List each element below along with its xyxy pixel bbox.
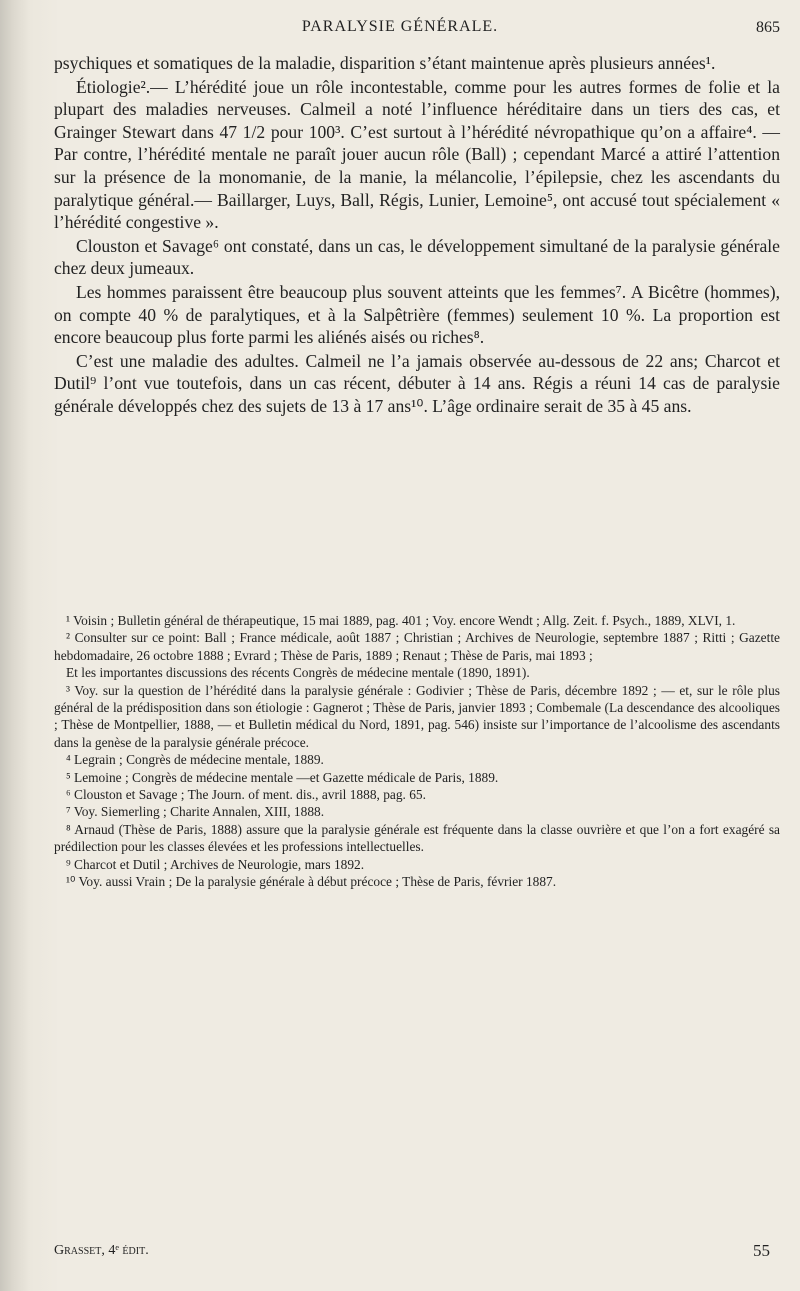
footnote-10: ¹⁰ Voy. aussi Vrain ; De la paralysie générale à début précoce ; Thèse de Paris, février 1887. bbox=[66, 874, 557, 890]
page-number: 865 bbox=[756, 19, 780, 36]
footnote-7: ⁷ Voy. Siemerling ; Charite Annalen, XIII, 1888. bbox=[66, 804, 325, 820]
footnote-4: ⁴ Legrain ; Congrès de médecine mentale, 1889. bbox=[66, 752, 324, 768]
footnote-1: ¹ Voisin ; Bulletin général de thérapeutique, 15 mai 1889, pag. 401 ; Voy. encore Wendt ; Allg. Zeit. f. Psych., 1889, XLVI, 1. bbox=[66, 613, 736, 628]
footnote-6: ⁶ Clouston et Savage ; The Journ. of ment. dis., avril 1888, pag. 65. bbox=[66, 787, 426, 803]
paragraph-etiologie: Étiologie².— L’hérédité joue un rôle incontestable, comme pour les autres formes de folie et la plupart des maladies nerveuses. Calmeil a noté l’influence héréditaire dans un tiers des cas, et Grainger Stewart dans 47 1/2 pour 100³. C’est surtout à l’hérédité névropathique qu’on a affaire⁴. — Par contre, l’hérédité mentale ne paraît jouer aucun rôle (Ball) ; cependant Marcé a attiré l’attention sur la présence de la monomanie, de la manie, la mélancolie, l’épilepsie, chez les ascendants du paralytique général.— Baillarger, Luys, Ball, Régis, Lunier, Lemoine⁵, ont accusé tout spécialement « l’hérédité congestive ». bbox=[54, 76, 780, 233]
page-footer bbox=[54, 1241, 780, 1265]
paragraph-clouston: Clouston et Savage⁶ ont constaté, dans un cas, le développement simultané de la paralysie générale chez deux jumeaux. bbox=[54, 235, 780, 279]
footnote-5: ⁵ Lemoine ; Congrès de médecine mentale —et Gazette médicale de Paris, 1889. bbox=[66, 769, 499, 785]
footnote-8: ⁸ Arnaud (Thèse de Paris, 1888) assure que la paralysie générale est fréquente dans la classe ouvrière et que l’on a fort exagéré sa prédilection pour les classes élevées et les professions intellectuelles. bbox=[54, 821, 780, 855]
footnotes bbox=[54, 612, 780, 891]
paragraph-continuation: psychiques et somatiques de la maladie, disparition s’étant maintenue après plusieurs années¹. bbox=[54, 53, 716, 73]
sheet-number: 55 bbox=[753, 1241, 770, 1260]
footnote-3: ³ Voy. sur la question de l’hérédité dans la paralysie générale : Godivier ; Thèse de Paris, décembre 1892 ; — et, sur le rôle plus général de la prédisposition dans son étiologie : Gagnerot ; Thèse de Paris, janvier 1893 ; Combemale (La descendance des alcooliques ; Thèse de Montpellier, 1888, — et Bulletin médical du Nord, 1891, pag. 546) insiste sur l’importance de l’alcoolisme des ascendants dans la genèse de la paralysie générale précoce. bbox=[54, 682, 780, 750]
footnote-2-continued: Et les importantes discussions des récents Congrès de médecine mentale (1890, 1891). bbox=[66, 665, 530, 681]
running-title: PARALYSIE GÉNÉRALE. bbox=[301, 18, 499, 35]
printer-signature: Grasset, 4ᵉ édit. bbox=[54, 1243, 149, 1258]
footnote-9: ⁹ Charcot et Dutil ; Archives de Neurologie, mars 1892. bbox=[66, 856, 365, 872]
paragraph-adultes: C’est une maladie des adultes. Calmeil ne l’a jamais observée au-dessous de 22 ans; Charcot et Dutil⁹ l’ont vue toutefois, dans un cas récent, débuter à 14 ans. Régis a réuni 14 cas de paralysie générale développés chez des sujets de 13 à 17 ans¹⁰. L’âge ordinaire serait de 35 à 45 ans. bbox=[54, 350, 780, 416]
paragraph-hommes: Les hommes paraissent être beaucoup plus souvent atteints que les femmes⁷. A Bicêtre (hommes), on compte 40 % de paralytiques, et à la Salpêtrière (femmes) seulement 10 %. La proportion est encore beaucoup plus forte parmi les aliénés aisés ou riches⁸. bbox=[54, 281, 780, 348]
footnote-2: ² Consulter sur ce point: Ball ; France médicale, août 1887 ; Christian ; Archives de Neurologie, septembre 1887 ; Ritti ; Gazette hebdomadaire, 26 octobre 1888 ; Evrard ; Thèse de Paris, 1889 ; Renaut ; Thèse de Paris, mai 1893 ; bbox=[54, 630, 780, 663]
main-text bbox=[54, 52, 780, 418]
page-header bbox=[0, 14, 800, 44]
